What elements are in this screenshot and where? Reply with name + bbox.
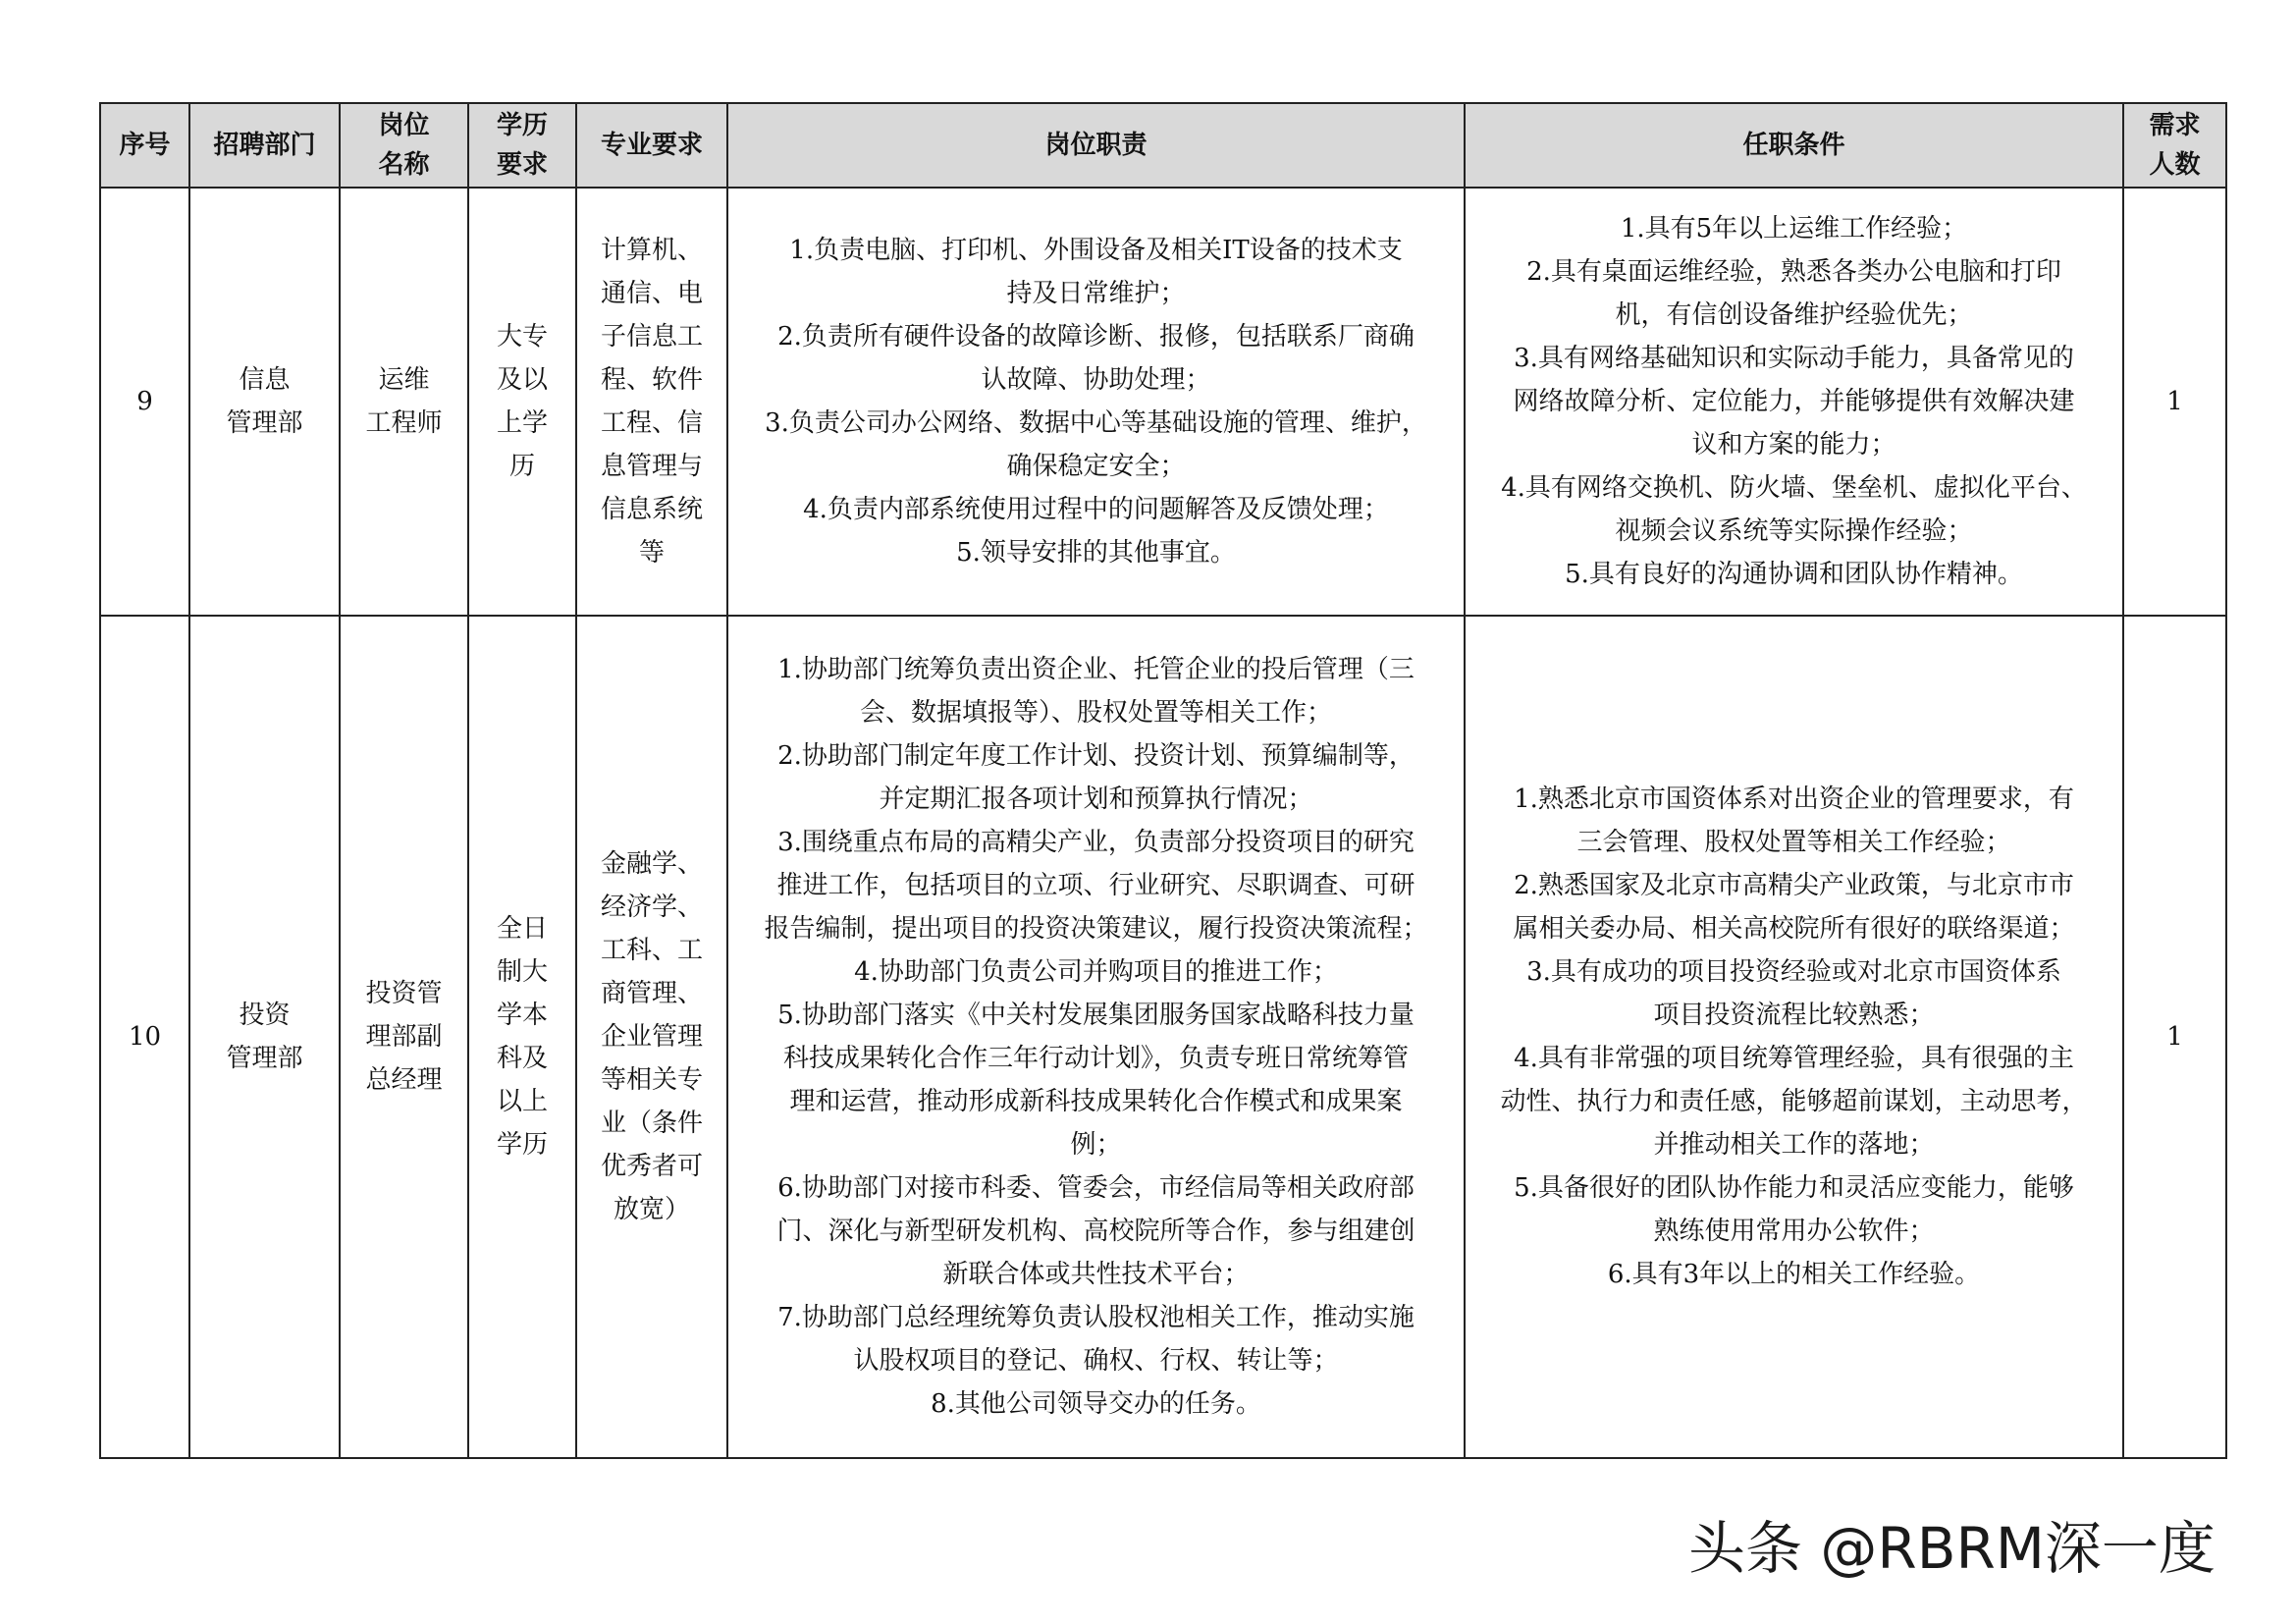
cell-line: 管理部 bbox=[226, 1044, 303, 1073]
duty-line: 例； bbox=[1070, 1130, 1122, 1160]
cell-line: 理部副 bbox=[365, 1022, 443, 1052]
requirement-line: 5.具备很好的团队协作能力和灵活应变能力，能够 bbox=[1514, 1173, 2074, 1203]
cell-count: 1 bbox=[2123, 616, 2226, 1458]
cell-major bbox=[576, 188, 727, 616]
table-header-row bbox=[100, 103, 2226, 188]
duty-line: 并定期汇报各项计划和预算执行情况； bbox=[879, 785, 1313, 814]
cell-line: 大专 bbox=[496, 322, 548, 352]
duty-line: 5.领导安排的其他事宜。 bbox=[956, 538, 1236, 568]
duty-line: 理和运营，推动形成新科技成果转化合作模式和成果案 bbox=[789, 1087, 1403, 1116]
requirement-line: 议和方案的能力； bbox=[1691, 430, 1896, 460]
duty-line: 新联合体或共性技术平台； bbox=[942, 1260, 1250, 1289]
requirement-line: 动性、执行力和责任感，能够超前谋划，主动思考， bbox=[1500, 1087, 2088, 1116]
duty-line: 1.协助部门统筹负责出资企业、托管企业的投后管理（三 bbox=[777, 655, 1415, 684]
cell-line: 企业管理 bbox=[600, 1022, 703, 1052]
duty-line: 门、深化与新型研发机构、高校院所等合作，参与组建创 bbox=[776, 1217, 1415, 1246]
cell-line: 工程师 bbox=[365, 408, 443, 438]
requirement-line: 熟练使用常用办公软件； bbox=[1653, 1217, 1935, 1246]
duty-line: 4.负责内部系统使用过程中的问题解答及反馈处理； bbox=[803, 495, 1389, 524]
header-count: 需求 人数 bbox=[2123, 103, 2226, 188]
duty-line: 认故障、协助处理； bbox=[981, 365, 1211, 395]
duty-line: 4.协助部门负责公司并购项目的推进工作； bbox=[854, 957, 1338, 987]
cell-line: 商管理、 bbox=[600, 979, 703, 1008]
cell-education bbox=[468, 188, 576, 616]
cell-line: 运维 bbox=[378, 365, 430, 395]
cell-line: 优秀者可 bbox=[600, 1152, 703, 1181]
requirement-line: 3.具有成功的项目投资经验或对北京市国资体系 bbox=[1526, 957, 2061, 987]
requirement-line: 3.具有网络基础知识和实际动手能力，具备常见的 bbox=[1514, 344, 2074, 373]
cell-line: 及以 bbox=[496, 365, 548, 395]
duty-line: 推进工作，包括项目的立项、行业研究、尽职调查、可研 bbox=[776, 871, 1415, 900]
cell-department bbox=[189, 616, 340, 1458]
requirement-line: 5.具有良好的沟通协调和团队协作精神。 bbox=[1565, 560, 2023, 589]
duty-line: 会、数据填报等）、股权处置等相关工作； bbox=[859, 698, 1332, 728]
cell-line: 投资管 bbox=[365, 979, 443, 1008]
duty-line: 确保稳定安全； bbox=[1006, 452, 1186, 481]
requirement-line: 2.具有桌面运维经验，熟悉各类办公电脑和打印 bbox=[1526, 257, 2061, 287]
requirement-line: 属相关委办局、相关高校院所有很好的联络渠道； bbox=[1513, 914, 2075, 944]
cell-line: 管理部 bbox=[226, 408, 303, 438]
duty-line: 7.协助部门总经理统筹负责认股权池相关工作，推动实施 bbox=[777, 1303, 1415, 1332]
table-row bbox=[100, 188, 2226, 616]
duty-line: 8.其他公司领导交办的任务。 bbox=[931, 1389, 1261, 1419]
cell-count: 1 bbox=[2123, 188, 2226, 616]
header-requirements: 任职条件 bbox=[1465, 103, 2123, 188]
duty-line: 1.负责电脑、打印机、外围设备及相关IT设备的技术支 bbox=[789, 236, 1403, 265]
header-position: 岗位 名称 bbox=[340, 103, 468, 188]
watermark-text: 头条 @RBRM深一度 bbox=[1688, 1515, 2216, 1582]
cell-line: 息管理与 bbox=[600, 452, 703, 481]
cell-line: 科及 bbox=[496, 1044, 548, 1073]
cell-index: 10 bbox=[100, 616, 189, 1458]
requirement-line: 并推动相关工作的落地； bbox=[1653, 1130, 1935, 1160]
duty-line: 2.负责所有硬件设备的故障诊断、报修，包括联系厂商确 bbox=[777, 322, 1415, 352]
duty-line: 持及日常维护； bbox=[1006, 279, 1186, 308]
cell-line: 等相关专 bbox=[600, 1065, 703, 1095]
cell-major bbox=[576, 616, 727, 1458]
requirement-line: 6.具有3年以上的相关工作经验。 bbox=[1607, 1260, 1981, 1289]
requirement-line: 项目投资流程比较熟悉； bbox=[1653, 1001, 1935, 1030]
cell-line: 投资 bbox=[239, 1001, 291, 1030]
cell-line: 工程、信 bbox=[600, 408, 703, 438]
requirement-line: 1.熟悉北京市国资体系对出资企业的管理要求，有 bbox=[1514, 785, 2074, 814]
duty-line: 3.围绕重点布局的高精尖产业，负责部分投资项目的研究 bbox=[777, 828, 1415, 857]
cell-line: 通信、电 bbox=[600, 279, 703, 308]
cell-line: 经济学、 bbox=[600, 893, 703, 922]
cell-line: 学历 bbox=[496, 1130, 548, 1160]
cell-line: 子信息工 bbox=[600, 322, 703, 352]
header-duties: 岗位职责 bbox=[727, 103, 1465, 188]
cell-line: 程、软件 bbox=[600, 365, 703, 395]
cell-line: 等 bbox=[638, 538, 665, 568]
cell-position bbox=[340, 616, 468, 1458]
cell-line: 全日 bbox=[496, 914, 548, 944]
requirement-line: 4.具有网络交换机、防火墙、堡垒机、虚拟化平台、 bbox=[1501, 473, 2087, 503]
cell-index: 9 bbox=[100, 188, 189, 616]
duty-line: 科技成果转化合作三年行动计划》，负责专班日常统筹管 bbox=[782, 1044, 1409, 1073]
duty-line: 报告编制，提出项目的投资决策建议，履行投资决策流程； bbox=[764, 914, 1428, 944]
header-education: 学历 要求 bbox=[468, 103, 576, 188]
duty-line: 认股权项目的登记、确权、行权、转让等； bbox=[853, 1346, 1339, 1376]
cell-line: 上学 bbox=[496, 408, 548, 438]
duty-line: 6.协助部门对接市科委、管委会，市经信局等相关政府部 bbox=[777, 1173, 1415, 1203]
cell-line: 总经理 bbox=[365, 1065, 443, 1095]
header-index: 序号 bbox=[100, 103, 189, 188]
cell-line: 计算机、 bbox=[600, 236, 703, 265]
cell-line: 业（条件 bbox=[600, 1109, 703, 1138]
duty-line: 3.负责公司办公网络、数据中心等基础设施的管理、维护， bbox=[765, 408, 1427, 438]
cell-line: 信息 bbox=[239, 365, 291, 395]
requirement-line: 网络故障分析、定位能力，并能够提供有效解决建 bbox=[1513, 387, 2075, 416]
cell-line: 学本 bbox=[496, 1001, 548, 1030]
cell-requirements bbox=[1465, 188, 2123, 616]
cell-duties bbox=[727, 616, 1465, 1458]
requirement-line: 1.具有5年以上运维工作经验； bbox=[1620, 214, 1968, 244]
requirement-line: 机，有信创设备维护经验优先； bbox=[1615, 300, 1973, 330]
cell-requirements bbox=[1465, 616, 2123, 1458]
requirement-line: 4.具有非常强的项目统筹管理经验，具有很强的主 bbox=[1514, 1044, 2074, 1073]
duty-line: 5.协助部门落实《中关村发展集团服务国家战略科技力量 bbox=[777, 1001, 1415, 1030]
table-row bbox=[100, 616, 2226, 1458]
cell-education bbox=[468, 616, 576, 1458]
cell-duties bbox=[727, 188, 1465, 616]
cell-line: 金融学、 bbox=[600, 849, 703, 879]
requirement-line: 视频会议系统等实际操作经验； bbox=[1615, 516, 1973, 546]
cell-line: 历 bbox=[508, 452, 535, 481]
cell-position bbox=[340, 188, 468, 616]
requirement-line: 三会管理、股权处置等相关工作经验； bbox=[1576, 828, 2011, 857]
cell-line: 信息系统 bbox=[600, 495, 703, 524]
duty-line: 2.协助部门制定年度工作计划、投资计划、预算编制等， bbox=[777, 741, 1415, 771]
cell-line: 工科、工 bbox=[600, 936, 703, 965]
recruitment-table bbox=[99, 102, 2227, 1459]
cell-line: 制大 bbox=[496, 957, 548, 987]
cell-line: 放宽） bbox=[613, 1195, 690, 1224]
cell-line: 以上 bbox=[496, 1087, 548, 1116]
header-department: 招聘部门 bbox=[189, 103, 340, 188]
cell-department bbox=[189, 188, 340, 616]
header-major: 专业要求 bbox=[576, 103, 727, 188]
requirement-line: 2.熟悉国家及北京市高精尖产业政策，与北京市市 bbox=[1514, 871, 2074, 900]
